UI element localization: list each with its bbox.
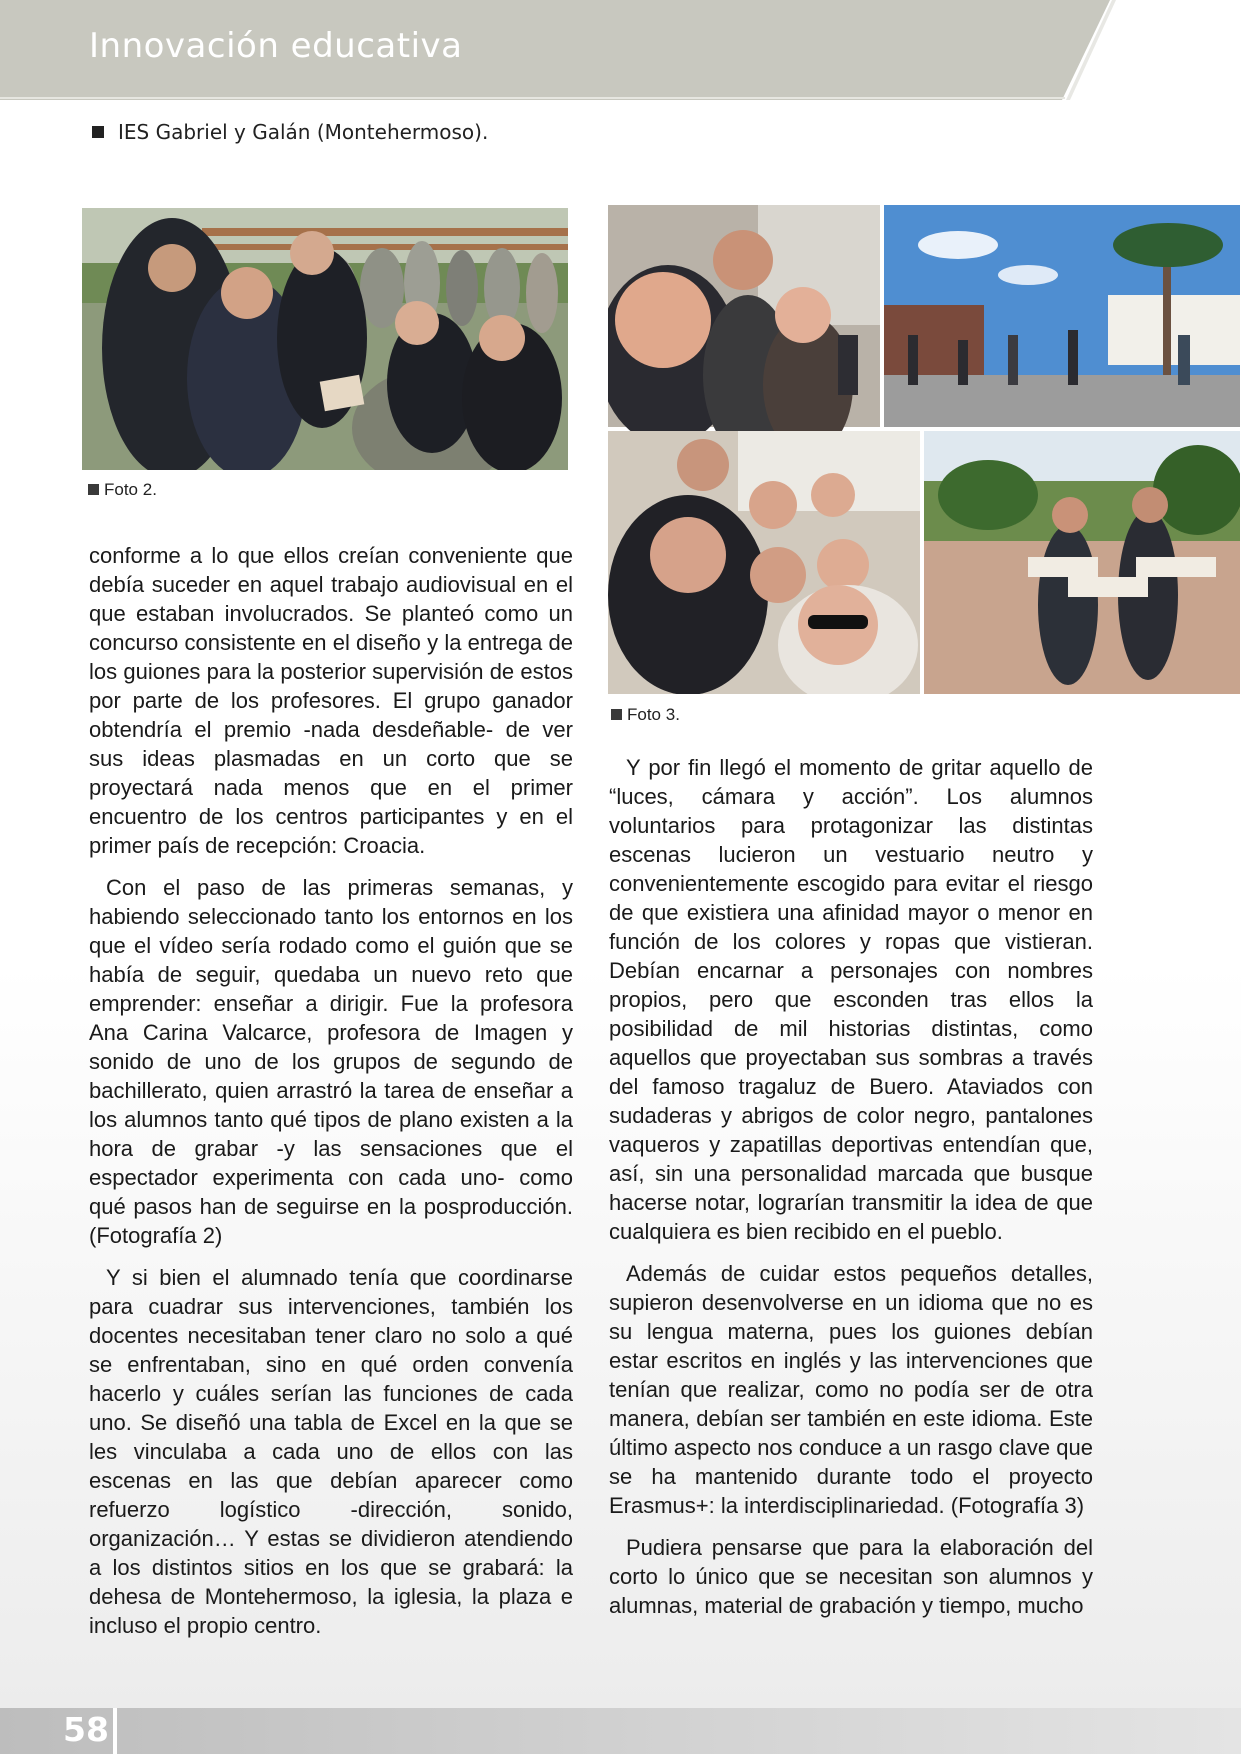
foto-3-caption — [611, 705, 680, 725]
caption-text: Foto 2. — [104, 480, 157, 499]
footer-bar — [0, 1708, 1241, 1754]
page-number: 58 — [63, 1710, 109, 1749]
paragraph: Con el paso de las primeras semanas, y habiendo seleccionado tanto los entornos en los que el vídeo sería rodado como el guión que se había de seguir, quedaba un nuevo reto que emprender: enseñar a dirigir. Fue la profesora Ana Carina Valcarce, profesora de Imagen y sonido de uno de los grupos de segundo de bachillerato, quien arrastró la tarea de enseñar a los alumnos tanto qué tipos de plano existen a la hora de grabar -y las sensaciones que el espectador experimenta con cada uno- como qué pasos han de seguirse en la posproducción. (Fotografía 2) — [89, 875, 573, 1248]
section-title: Innovación educativa — [89, 26, 463, 66]
foto-3-image — [608, 205, 1240, 694]
caption-text: Foto 3. — [627, 705, 680, 724]
paragraph: Además de cuidar estos pequeños detalles, supieron desenvolverse en un idioma que no es su lengua materna, pues los guiones debían estar escritos en inglés y las intervenciones que tenían que realizar, como no podía ser de otra manera, debían ser también en este idioma. Este último aspecto nos conduce a un rasgo clave que se ha mantenido durante todo el proyecto Erasmus+: la interdisciplinariedad. (Fotografía 3) — [609, 1261, 1093, 1518]
paragraph: Y por fin llegó el momento de gritar aquello de “luces, cámara y acción”. Los alumnos voluntarios para protagonizar las distintas escenas lucieron un vestuario neutro y convenientemente escogido para evitar el riesgo de que existiera una afinidad mayor o menor en función de los colores y ropas que vistieran. Debían encarnar a personajes con nombres propios, pero que esconden tras ellos la posibilidad de mil historias distintas, como aquellos que proyectaban sus sombras a través del famoso tragaluz de Buero. Ataviados con sudaderas y abrigos de color negro, pantalones vaqueros y zapatillas deportivas entendían que, así, sin una personalidad marcada que busque hacerse notar, lograrían transmitir la idea de que cualquiera es bien recibido en el pueblo. — [609, 755, 1093, 1244]
bullet-square-icon — [88, 484, 99, 495]
foto-2-caption — [88, 480, 157, 500]
bullet-square-icon — [92, 126, 104, 138]
school-name: IES Gabriel y Galán (Montehermoso). — [118, 120, 489, 144]
bullet-square-icon — [611, 709, 622, 720]
paragraph: Pudiera pensarse que para la elaboración del corto lo único que se necesitan son alumnos y alumnas, material de grabación y tiempo, mucho — [609, 1535, 1093, 1618]
left-column — [89, 541, 573, 1653]
right-column — [609, 753, 1093, 1633]
foto-2-image — [82, 208, 568, 470]
paragraph: Y si bien el alumnado tenía que coordinarse para cuadrar sus intervenciones, también los docentes necesitaban tener claro no solo a qué se enfrentaban, sino en qué orden convenía hacerlo y cuáles serían las funciones de cada uno. Se diseñó una tabla de Excel en la que se les vinculaba a cada uno de ellos con las escenas en las que debían aparecer como refuerzo logístico -dirección, sonido, organización… Y estas se dividieron atendiendo a los distintos sitios en los que se grabará: la dehesa de Montehermoso, la iglesia, la plaza e incluso el propio centro. — [89, 1265, 573, 1638]
photo-credit — [92, 120, 488, 144]
paragraph: conforme a lo que ellos creían conveniente que debía suceder en aquel trabajo audiovisual en el que estaban involucrados. Se planteó como un concurso consistente en el diseño y la entrega de los guiones para la posterior supervisión de estos por parte de los profesores. El grupo ganador obtendría el premio -nada desdeñable- de ver sus ideas plasmadas en un corto que se proyectará nada menos que en el primer encuentro de los centros participantes y en el primer país de recepción: Croacia. — [89, 543, 573, 858]
